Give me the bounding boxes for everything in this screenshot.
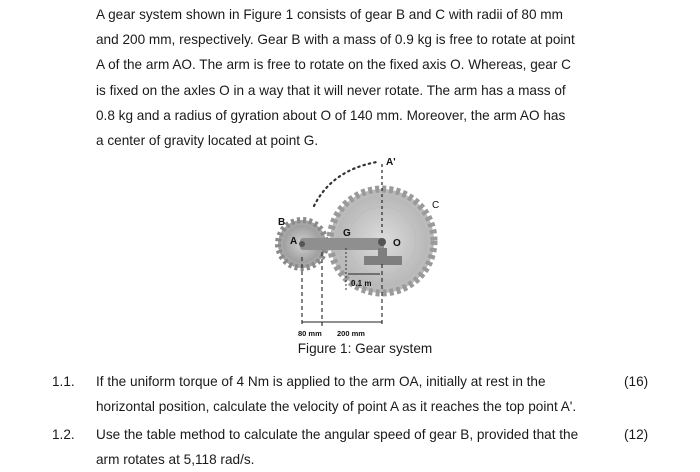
- statement-line: A gear system shown in Figure 1 consists of gear B and C with radii of 80 mm: [96, 7, 563, 22]
- question-line: If the uniform torque of 4 Nm is applied to the arm OA, initially at rest in the: [96, 374, 546, 389]
- problem-statement: [96, 2, 626, 153]
- label-dim-200: 200 mm: [337, 329, 365, 338]
- statement-line: a center of gravity located at point G.: [96, 133, 319, 149]
- gear-diagram: [262, 152, 462, 342]
- question-number: 1.2.: [52, 427, 75, 442]
- label-o: O: [393, 238, 401, 249]
- question-number: 1.1.: [52, 374, 75, 389]
- question-1-2: [0, 422, 700, 472]
- question-text: [96, 422, 616, 472]
- gear-system-figure: [262, 152, 462, 342]
- axle-post: [378, 248, 387, 262]
- statement-line: and 200 mm, respectively. Gear B with a mass of 0.9 kg is free to rotate at point: [96, 32, 575, 48]
- arm-ao: [300, 238, 384, 250]
- question-1-1: [0, 369, 700, 421]
- statement-line: is fixed on the axles O in a way that it will never rotate. The arm has a mass of: [96, 82, 566, 98]
- label-c: C: [432, 200, 440, 211]
- label-b: B: [278, 217, 286, 228]
- pivot-a: [299, 241, 305, 247]
- label-dim-80: 80 mm: [298, 329, 322, 338]
- question-line: horizontal position, calculate the velocity of point A as it reaches the top point A'.: [96, 399, 577, 415]
- label-a: A: [290, 236, 298, 247]
- label-dim-small: 0.1 m: [351, 279, 372, 288]
- label-a-prime: A': [386, 157, 396, 168]
- question-marks: (12): [624, 427, 649, 442]
- question-marks: (16): [624, 374, 649, 389]
- question-line: Use the table method to calculate the angular speed of gear B, provided that the: [96, 427, 579, 442]
- statement-line: 0.8 kg and a radius of gyration about O of 140 mm. Moreover, the arm AO has: [96, 107, 566, 123]
- figure-caption: Figure 1: Gear system: [297, 341, 433, 356]
- label-g: G: [343, 228, 351, 239]
- statement-line: A of the arm AO. The arm is free to rotate on the fixed axis O. Whereas, gear C: [96, 57, 571, 73]
- pivot-o: [378, 238, 386, 246]
- question-text: [96, 369, 616, 419]
- question-line: arm rotates at 5,118 rad/s.: [96, 452, 255, 468]
